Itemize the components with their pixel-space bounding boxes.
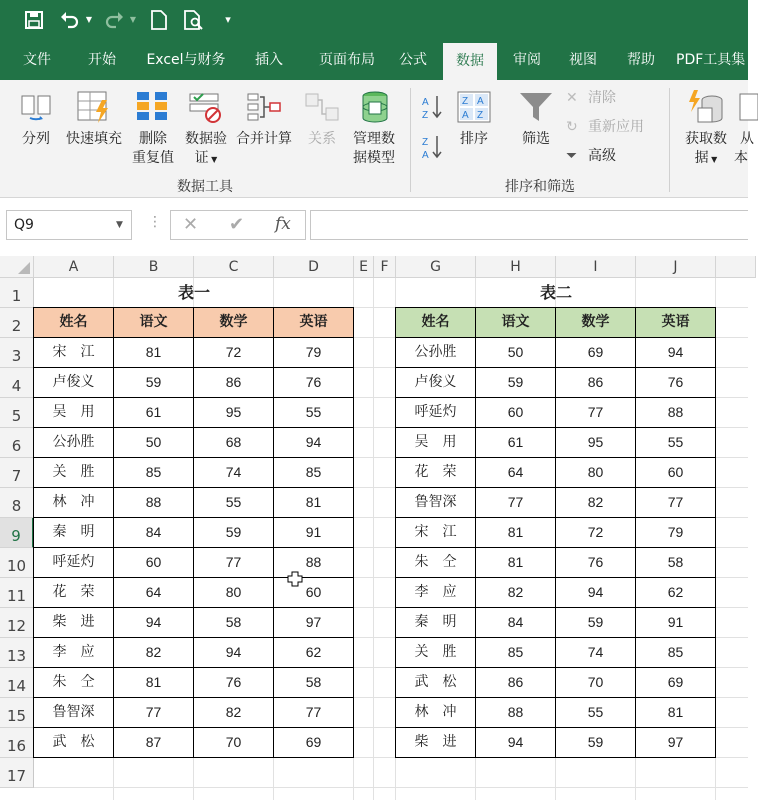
ribbon-tabs (0, 40, 748, 80)
sort-filter-group-label: 排序和筛选 (505, 179, 575, 195)
table1-score-cell[interactable]: 81 (114, 338, 194, 368)
advanced-filter-button[interactable]: ⏷ 高级 (566, 148, 616, 164)
ribbon-separator (669, 88, 670, 192)
row-header-13[interactable]: 13 (0, 638, 34, 668)
table1-header-cell[interactable]: 数学 (194, 308, 274, 338)
table2-score-cell[interactable]: 60 (476, 398, 556, 428)
table2-score-cell[interactable]: 74 (556, 638, 636, 668)
svg-text:Z: Z (422, 110, 429, 121)
clear-filter-icon: ✕ (566, 90, 578, 106)
table2-score-cell[interactable]: 60 (636, 458, 716, 488)
table1-score-cell[interactable]: 61 (114, 398, 194, 428)
table1-score-cell[interactable]: 80 (194, 578, 274, 608)
table1-name-cell[interactable]: 宋 江 (34, 338, 114, 368)
tab-view[interactable]: 视图 (569, 52, 597, 68)
tab-file[interactable]: 文件 (23, 52, 51, 68)
formula-buttons (170, 210, 306, 240)
table1-name-cell[interactable]: 柴 进 (34, 608, 114, 638)
tab-formulas[interactable]: 公式 (399, 52, 427, 68)
table2-score-cell[interactable]: 64 (476, 458, 556, 488)
data-validation-label-2: 证 ▼ (194, 150, 218, 166)
table2-score-cell[interactable]: 77 (476, 488, 556, 518)
table2-score-cell[interactable]: 76 (636, 368, 716, 398)
print-preview-icon[interactable] (182, 6, 206, 34)
table1-score-cell[interactable]: 69 (274, 728, 354, 758)
svg-text:Z: Z (477, 110, 484, 121)
table1-score-cell[interactable]: 85 (274, 458, 354, 488)
table2-score-cell[interactable]: 81 (476, 548, 556, 578)
column-header-j[interactable]: J (636, 256, 716, 278)
table2-score-cell[interactable]: 88 (476, 698, 556, 728)
table2-score-cell[interactable]: 85 (636, 638, 716, 668)
row-header-1[interactable]: 1 (0, 278, 34, 308)
table1-name-cell[interactable]: 李 应 (34, 638, 114, 668)
table1-score-cell[interactable]: 87 (114, 728, 194, 758)
remove-duplicates-button[interactable] (128, 88, 178, 174)
table2-name-cell[interactable]: 花 荣 (396, 458, 476, 488)
remove-duplicates-label-2: 重复值 (132, 150, 174, 166)
table2-score-cell[interactable]: 72 (556, 518, 636, 548)
worksheet-grid[interactable] (0, 256, 748, 800)
cell-cursor-icon (287, 571, 303, 587)
row-header-11[interactable]: 11 (0, 578, 34, 608)
row-header-6[interactable]: 6 (0, 428, 34, 458)
from-text-button[interactable] (734, 88, 754, 174)
new-document-icon[interactable] (148, 6, 170, 34)
table2-name-cell[interactable]: 关 胜 (396, 638, 476, 668)
tab-insert[interactable]: 插入 (255, 52, 283, 68)
table2-score-cell[interactable]: 59 (556, 728, 636, 758)
table2-header-cell[interactable]: 语文 (476, 308, 556, 338)
tab-review[interactable]: 审阅 (513, 52, 541, 68)
table1-score-cell[interactable]: 97 (274, 608, 354, 638)
table2-score-cell[interactable]: 86 (556, 368, 636, 398)
table1-score-cell[interactable]: 91 (274, 518, 354, 548)
ribbon (0, 80, 754, 198)
table1-score-cell[interactable]: 60 (274, 578, 354, 608)
table2-score-cell[interactable]: 79 (636, 518, 716, 548)
undo-icon[interactable] (58, 6, 82, 34)
table1-name-cell[interactable]: 关 胜 (34, 458, 114, 488)
sort-ascending-button[interactable] (420, 94, 450, 122)
table2-score-cell[interactable]: 95 (556, 428, 636, 458)
relationships-icon (304, 90, 340, 124)
cancel-icon: ✕ (183, 214, 199, 235)
table2-score-cell[interactable]: 70 (556, 668, 636, 698)
redo-dropdown-icon: ▼ (129, 15, 137, 24)
column-header-i[interactable]: I (556, 256, 636, 278)
table1-header-cell[interactable]: 语文 (114, 308, 194, 338)
table1-score-cell[interactable]: 81 (274, 488, 354, 518)
table2-score-cell[interactable]: 61 (476, 428, 556, 458)
table1-score-cell[interactable]: 79 (274, 338, 354, 368)
table1-score-cell[interactable]: 81 (114, 668, 194, 698)
flash-fill-button[interactable] (62, 88, 126, 158)
table1-score-cell[interactable]: 68 (194, 428, 274, 458)
table1-name-cell[interactable]: 林 冲 (34, 488, 114, 518)
table2-name-cell[interactable]: 鲁智深 (396, 488, 476, 518)
table2-name-cell[interactable]: 吴 用 (396, 428, 476, 458)
table2-score-cell[interactable]: 88 (636, 398, 716, 428)
from-text-label-1: 从 (740, 131, 754, 147)
table1-score-cell[interactable]: 50 (114, 428, 194, 458)
manage-data-model-label-2: 据模型 (353, 150, 395, 166)
remove-duplicates-icon (135, 90, 171, 124)
table1-score-cell[interactable]: 86 (194, 368, 274, 398)
table2-title: 表二 (539, 283, 572, 302)
from-text-icon (738, 92, 758, 122)
data-validation-label-1: 数据验 (185, 131, 227, 147)
name-box[interactable]: Q9 (6, 210, 132, 240)
table1-score-cell[interactable]: 74 (194, 458, 274, 488)
table2-score-cell[interactable]: 97 (636, 728, 716, 758)
filter-button[interactable] (514, 88, 558, 158)
name-box-dropdown-icon[interactable]: ▼ (116, 220, 123, 230)
table2-score-cell[interactable]: 55 (556, 698, 636, 728)
svg-text:A: A (477, 96, 484, 107)
manage-data-model-button[interactable] (346, 88, 402, 174)
table2-score-cell[interactable]: 86 (476, 668, 556, 698)
consolidate-icon (246, 90, 282, 124)
table2-score-cell[interactable]: 59 (556, 608, 636, 638)
svg-text:Z: Z (422, 137, 429, 148)
select-all-corner[interactable] (0, 256, 34, 278)
column-header-g[interactable]: G (396, 256, 476, 278)
table2-name-cell[interactable]: 李 应 (396, 578, 476, 608)
table1-score-cell[interactable]: 95 (194, 398, 274, 428)
row-header-8[interactable]: 8 (0, 488, 34, 518)
get-data-label-2: 据 ▼ (694, 150, 718, 166)
save-icon[interactable] (22, 6, 46, 34)
table1-score-cell[interactable]: 94 (194, 638, 274, 668)
gridline-col (373, 278, 374, 800)
table2-score-cell[interactable]: 82 (476, 578, 556, 608)
column-header-b[interactable]: B (114, 256, 194, 278)
table1-score-cell[interactable]: 59 (194, 518, 274, 548)
table2-name-cell[interactable]: 秦 明 (396, 608, 476, 638)
sort-descending-button[interactable] (420, 134, 450, 162)
relationships-button (300, 88, 344, 158)
table1-score-cell[interactable]: 64 (114, 578, 194, 608)
sort-dialog-icon (456, 90, 492, 124)
get-data-icon (686, 88, 726, 124)
svg-text:Z: Z (462, 96, 469, 107)
table2-score-cell[interactable]: 94 (476, 728, 556, 758)
data-tools-group-label: 数据工具 (177, 179, 233, 195)
table2-score-cell[interactable]: 62 (636, 578, 716, 608)
column-header-a[interactable]: A (34, 256, 114, 278)
table1-score-cell[interactable]: 70 (194, 728, 274, 758)
table1-score-cell[interactable]: 62 (274, 638, 354, 668)
data-validation-button[interactable] (180, 88, 232, 174)
table2-name-cell[interactable]: 柴 进 (396, 728, 476, 758)
svg-text:A: A (422, 150, 429, 161)
tab-home[interactable]: 开始 (88, 52, 116, 68)
undo-dropdown-icon[interactable]: ▼ (85, 15, 93, 24)
column-header-c[interactable]: C (194, 256, 274, 278)
table2-header-cell[interactable]: 姓名 (396, 308, 476, 338)
table1-score-cell[interactable]: 94 (274, 428, 354, 458)
column-header-e[interactable]: E (354, 256, 374, 278)
row-header-14[interactable]: 14 (0, 668, 34, 698)
data-model-icon (358, 90, 392, 124)
table1-score-cell[interactable]: 77 (274, 698, 354, 728)
table2-score-cell[interactable]: 81 (476, 518, 556, 548)
tab-excel-finance[interactable]: Excel与财务 (146, 52, 226, 68)
row-header-5[interactable]: 5 (0, 398, 34, 428)
svg-text:A: A (462, 110, 469, 121)
ribbon-separator (410, 88, 411, 192)
table1-score-cell[interactable]: 60 (114, 548, 194, 578)
enter-check-icon: ✔ (229, 214, 245, 235)
column-header-overflow (716, 256, 756, 278)
table1-name-cell[interactable]: 秦 明 (34, 518, 114, 548)
get-data-label-1: 获取数 (685, 131, 727, 147)
gridline-row (34, 787, 748, 788)
table1-name-cell[interactable]: 武 松 (34, 728, 114, 758)
row-header-2[interactable]: 2 (0, 308, 34, 338)
sort-z-to-a-icon (420, 134, 444, 160)
table1-name-cell[interactable]: 花 荣 (34, 578, 114, 608)
row-header-10[interactable]: 10 (0, 548, 34, 578)
table2-score-cell[interactable]: 84 (476, 608, 556, 638)
table1-header-cell[interactable]: 英语 (274, 308, 354, 338)
table1-score-cell[interactable]: 55 (194, 488, 274, 518)
flash-fill-icon (76, 90, 112, 124)
tab-page-layout[interactable]: 页面布局 (319, 52, 375, 68)
advanced-filter-icon: ⏷ (566, 148, 578, 164)
reapply-icon: ↻ (566, 119, 578, 135)
sort-label: 排序 (460, 131, 488, 147)
table2-score-cell[interactable]: 50 (476, 338, 556, 368)
consolidate-button[interactable] (232, 88, 296, 158)
table2-header-cell[interactable]: 英语 (636, 308, 716, 338)
table1-name-cell[interactable]: 卢俊义 (34, 368, 114, 398)
row-header-9[interactable]: 9 (0, 518, 34, 548)
table2-name-cell[interactable]: 林 冲 (396, 698, 476, 728)
table2-score-cell[interactable]: 85 (476, 638, 556, 668)
table2-score-cell[interactable]: 58 (636, 548, 716, 578)
table2-score-cell[interactable]: 94 (556, 578, 636, 608)
table1-name-cell[interactable]: 呼延灼 (34, 548, 114, 578)
table1-score-cell[interactable]: 88 (114, 488, 194, 518)
row-header-16[interactable]: 16 (0, 728, 34, 758)
table2-name-cell[interactable]: 武 松 (396, 668, 476, 698)
table1-score-cell[interactable]: 77 (114, 698, 194, 728)
row-header-12[interactable]: 12 (0, 608, 34, 638)
table1-score-cell[interactable]: 76 (274, 368, 354, 398)
table1-score-cell[interactable]: 94 (114, 608, 194, 638)
row-header-3[interactable]: 3 (0, 338, 34, 368)
table2-name-cell[interactable]: 宋 江 (396, 518, 476, 548)
table2-name-cell[interactable]: 公孙胜 (396, 338, 476, 368)
remove-duplicates-label-1: 删除 (139, 131, 167, 147)
column-header-f[interactable]: F (374, 256, 396, 278)
table1-score-cell[interactable]: 76 (194, 668, 274, 698)
table1-name-cell[interactable]: 朱 仝 (34, 668, 114, 698)
formula-input[interactable] (310, 210, 748, 240)
table2-header-cell[interactable]: 数学 (556, 308, 636, 338)
table2-score-cell[interactable]: 76 (556, 548, 636, 578)
table1-score-cell[interactable]: 84 (114, 518, 194, 548)
sort-button[interactable] (452, 88, 496, 158)
table1-score-cell[interactable]: 85 (114, 458, 194, 488)
table1-score-cell[interactable]: 55 (274, 398, 354, 428)
manage-data-model-label-1: 管理数 (353, 131, 395, 147)
table2-score-cell[interactable]: 81 (636, 698, 716, 728)
column-header-d[interactable]: D (274, 256, 354, 278)
tab-help[interactable]: 帮助 (627, 52, 655, 68)
table1-title: 表一 (177, 283, 210, 302)
table2-score-cell[interactable]: 80 (556, 458, 636, 488)
redo-icon (102, 6, 126, 34)
row-header-17[interactable]: 17 (0, 758, 34, 788)
table2-score-cell[interactable]: 82 (556, 488, 636, 518)
table2-score-cell[interactable]: 77 (556, 398, 636, 428)
dropdown-arrow-icon: ▼ (208, 155, 218, 164)
table1-score-cell[interactable]: 72 (194, 338, 274, 368)
dropdown-arrow-icon: ▼ (708, 155, 718, 164)
table1-score-cell[interactable]: 88 (274, 548, 354, 578)
flash-fill-label: 快速填充 (66, 131, 122, 147)
data-validation-icon (188, 90, 224, 124)
quick-access-toolbar (0, 0, 748, 40)
consolidate-label: 合并计算 (236, 131, 292, 147)
relationships-label: 关系 (308, 131, 336, 147)
table2-score-cell[interactable]: 91 (636, 608, 716, 638)
table2-name-cell[interactable]: 呼延灼 (396, 398, 476, 428)
tab-pdf-tools[interactable]: PDF工具集 (676, 52, 746, 68)
table1-name-cell[interactable]: 吴 用 (34, 398, 114, 428)
text-to-columns-button[interactable] (14, 88, 58, 158)
table1-score-cell[interactable]: 59 (114, 368, 194, 398)
sort-a-to-z-icon (420, 94, 444, 120)
table1-score-cell[interactable]: 77 (194, 548, 274, 578)
reapply-button: ↻ 重新应用 (566, 119, 644, 135)
clear-filter-button: ✕ 清除 (566, 90, 616, 106)
table2-name-cell[interactable]: 卢俊义 (396, 368, 476, 398)
table2-score-cell[interactable]: 59 (476, 368, 556, 398)
table1-score-cell[interactable]: 58 (274, 668, 354, 698)
customize-qat-icon[interactable]: ▾ (225, 13, 231, 26)
more-options-icon[interactable]: ⋮ (148, 214, 162, 230)
table1-score-cell[interactable]: 82 (114, 638, 194, 668)
get-data-button[interactable] (680, 88, 732, 174)
formula-bar (0, 198, 748, 256)
from-text-label-2: 本 (734, 150, 748, 166)
svg-text:A: A (422, 97, 429, 108)
table1-score-cell[interactable]: 58 (194, 608, 274, 638)
tab-data[interactable]: 数据 (443, 43, 497, 80)
row-header-4[interactable]: 4 (0, 368, 34, 398)
table2-score-cell[interactable]: 55 (636, 428, 716, 458)
table1-name-cell[interactable]: 鲁智深 (34, 698, 114, 728)
table1-score-cell[interactable]: 82 (194, 698, 274, 728)
table1-header-cell[interactable]: 姓名 (34, 308, 114, 338)
table2-score-cell[interactable]: 69 (636, 668, 716, 698)
row-header-7[interactable]: 7 (0, 458, 34, 488)
table2-name-cell[interactable]: 朱 仝 (396, 548, 476, 578)
table1-name-cell[interactable]: 公孙胜 (34, 428, 114, 458)
text-to-columns-icon (20, 90, 52, 122)
insert-function-icon[interactable]: fx (275, 214, 291, 234)
text-to-columns-label: 分列 (22, 131, 50, 147)
table2-score-cell[interactable]: 77 (636, 488, 716, 518)
filter-label: 筛选 (522, 131, 550, 147)
column-header-h[interactable]: H (476, 256, 556, 278)
filter-funnel-icon (518, 90, 554, 124)
table2-score-cell[interactable]: 69 (556, 338, 636, 368)
row-header-15[interactable]: 15 (0, 698, 34, 728)
table2-score-cell[interactable]: 94 (636, 338, 716, 368)
